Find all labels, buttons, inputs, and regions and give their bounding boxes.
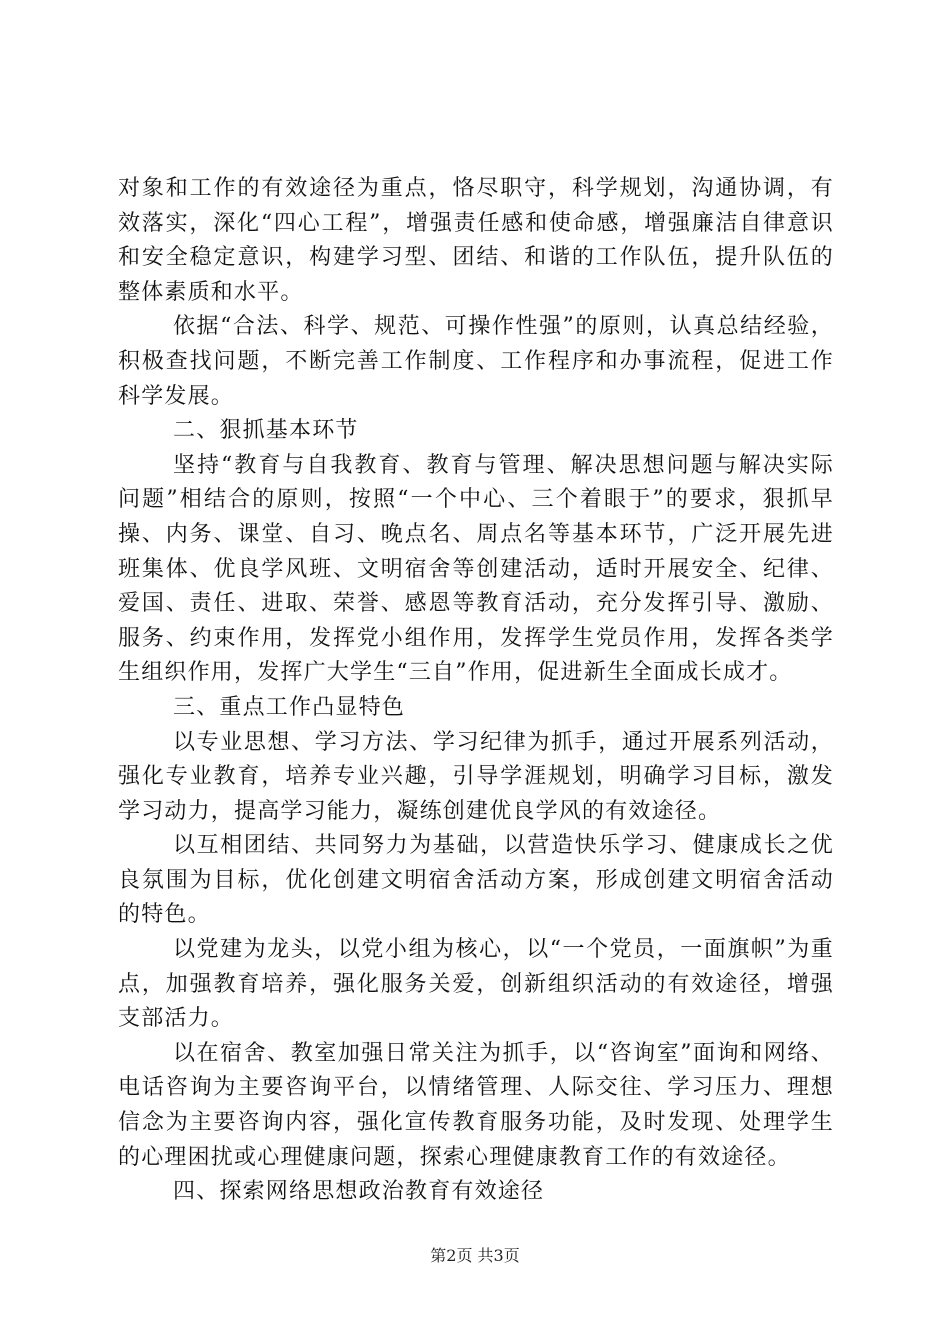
page-footer: [0, 1246, 950, 1266]
paragraph-party-building: 以党建为龙头，以党小组为核心，以“一个党员，一面旗帜”为重点，加强教育培养，强化服务关爱，创新组织活动的有效途径，增强支部活力。: [118, 937, 834, 1032]
document-body: [118, 172, 834, 1210]
paragraph-continuation: 对象和工作的有效途径为重点，恪尽职守，科学规划，沟通协调，有效落实，深化“四心工程”，增强责任感和使命感，增强廉洁自律意识和安全稳定意识，构建学习型、团结、和谐的工作队伍，提升队伍的整体素质和水平。: [118, 176, 834, 305]
page-number-label: 第2页 共3页: [430, 1246, 520, 1265]
section-heading-3: 三、重点工作凸显特色: [173, 694, 406, 720]
paragraph-basic-links: 坚持“教育与自我教育、教育与管理、解决思想问题与解决实际问题”相结合的原则，按照“一个中心、三个着眼于”的要求，狠抓早操、内务、课堂、自习、晚点名、周点名等基本环节，广泛开展先进班集体、优良学风班、文明宿舍等创建活动，适时开展安全、纪律、爱国、责任、进取、荣誉、感恩等教育活动，充分发挥引导、激励、服务、约束作用，发挥党小组作用，发挥学生党员作用，发挥各类学生组织作用，发挥广大学生“三自”作用，促进新生全面成长成才。: [118, 452, 834, 686]
paragraph-mental-health: 以在宿舍、教室加强日常关注为抓手，以“咨询室”面询和网络、电话咨询为主要咨询平台，以情绪管理、人际交往、学习压力、理想信念为主要咨询内容，强化宣传教育服务功能，及时发现、处理学生的心理困扰或心理健康问题，探索心理健康教育工作的有效途径。: [118, 1040, 834, 1170]
section-heading-2: 二、狠抓基本环节: [173, 418, 359, 444]
section-heading-4: 四、探索网络思想政治教育有效途径: [173, 1179, 545, 1205]
paragraph-principles: 依据“合法、科学、规范、可操作性强”的原则，认真总结经验，积极查找问题，不断完善工作制度、工作程序和办事流程，促进工作科学发展。: [118, 314, 834, 409]
paragraph-study-style: 以专业思想、学习方法、学习纪律为抓手，通过开展系列活动，强化专业教育，培养专业兴趣，引导学涯规划，明确学习目标，激发学习动力，提高学习能力，凝练创建优良学风的有效途径。: [118, 729, 834, 824]
paragraph-dormitory: 以互相团结、共同努力为基础，以营造快乐学习、健康成长之优良氛围为目标，优化创建文明宿舍活动方案，形成创建文明宿舍活动的特色。: [118, 833, 834, 928]
